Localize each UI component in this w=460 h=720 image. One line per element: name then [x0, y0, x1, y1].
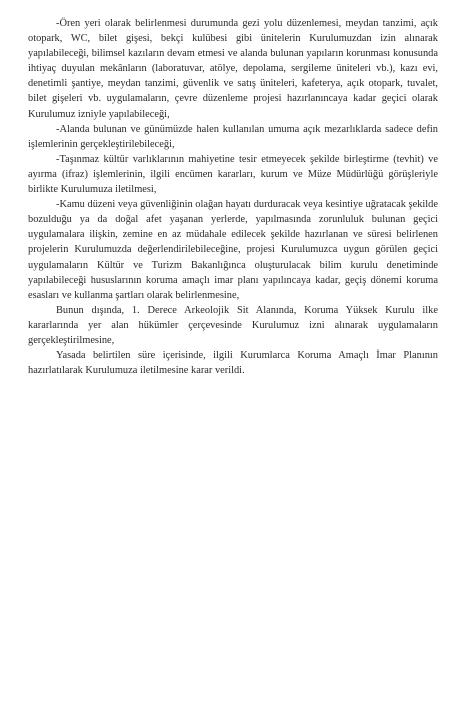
paragraph-cemetery-burials: -Alanda bulunan ve günümüzde halen kullanılan umuma açık mezarlıklarda sadece defin işlemlerinin gerçekleştirilebileceği, [28, 123, 438, 150]
paragraph-emergency-temporary-works: -Kamu düzeni veya güvenliğinin olağan hayatı durduracak veya kesintiye uğratacak şekilde bozulduğu ya da doğal afet yaşanan yerlerde, yapılmasında zorunluluk bulunan geçici uygulamalara ilişkin, zemine en az müdahale edilecek şekilde hazırlanan ve süresi belirlenen projelerin Kurulumuzda değerlendirilebileceğine, projesi Kurulumuzca uygun görülen geçici uygulamaların Kültür ve Turizm Bakanlığınca oluşturulacak bilim kurulu denetiminde yapılabileceği hususlarının koruma amaçlı imar planı yapılıncaya kadar, geçiş dönemi koruma esasları ve kullanma şartları olarak belirlenmesine, [28, 199, 438, 301]
paragraph-conservation-plan-decision: Yasada belirtilen süre içerisinde, ilgili Kurumlarca Koruma Amaçlı İmar Planının hazırlatılarak Kurulumuza iletilmesine karar verildi. [28, 350, 438, 377]
paragraph-parcel-merge-split: -Taşınmaz kültür varlıklarının mahiyetine tesir etmeyecek şekilde birleştirme (tevhit) ve ayırma (ifraz) işlemlerinin, ilgili encümen kararları, kurum ve Müze Müdürlüğü görüşleriyle birlikte Kurulumuza iletilmesi, [28, 153, 438, 196]
paragraph-ruins-area-arrangements: -Ören yeri olarak belirlenmesi durumunda gezi yolu düzenlemesi, meydan tanzimi, açık otopark, WC, bilet gişesi, bekçi kulübesi gibi ünitelerin Kurulumuzdan izin alınarak yapılabileceği, bilimsel kazıların devam etmesi ve alanda bulunan yapıların korunması konusunda ihtiyaç duyulan mekânların (laboratuvar, atölye, depolama, sergileme üniteleri vb.), kazı evi, denetimli şantiye, meydan tanzimi, güvenlik ve satış üniteleri, kafeterya, açık otopark, tuvalet, bilet gişeleri vb. uygulamaların, çevre düzenleme projesi hazırlanıncaya kadar geçici olarak Kurulumuz izniyle yapılabileceği, [28, 18, 438, 120]
document-body [28, 16, 438, 378]
paragraph-first-degree-site: Bunun dışında, 1. Derece Arkeolojik Sit Alanında, Koruma Yüksek Kurulu ilke kararlarında yer alan hükümler çerçevesinde Kurulumuz izni alınarak uygulamaların gerçekleştirilmesine, [28, 304, 438, 346]
